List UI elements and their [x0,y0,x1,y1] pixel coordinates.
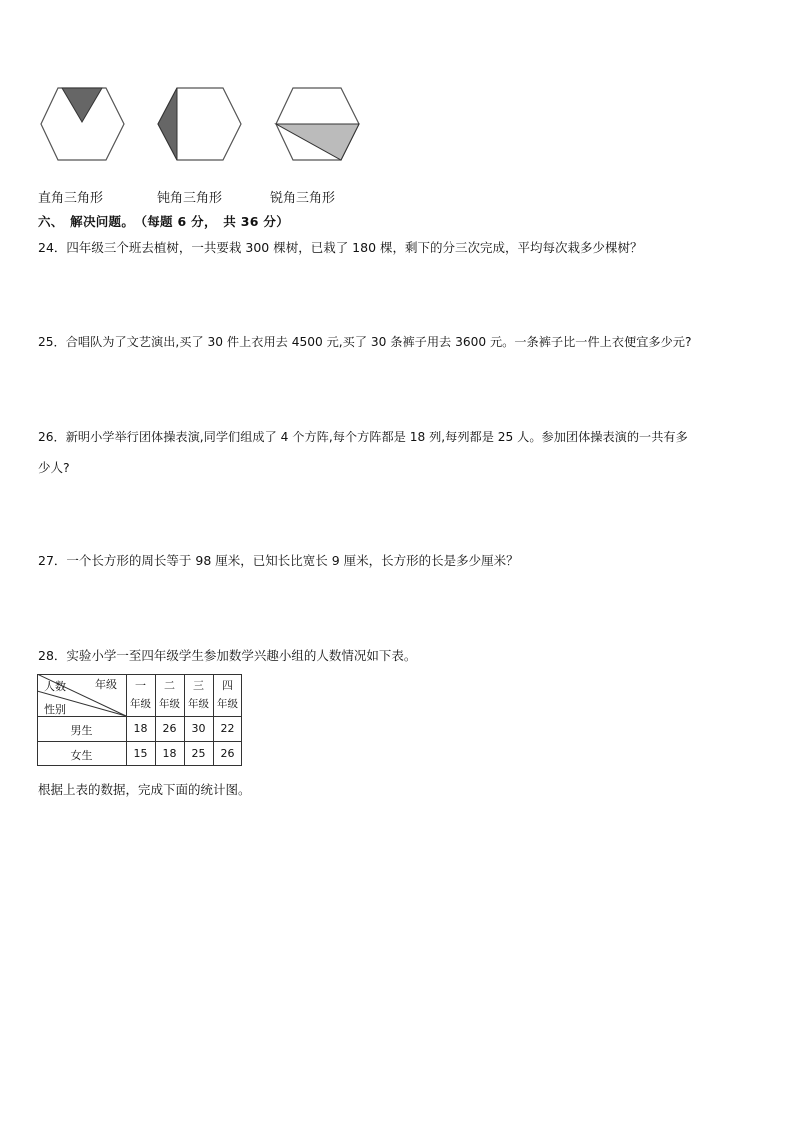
col-header-grade2: 二 年级 [159,679,180,710]
table-cell: 18 [133,722,148,735]
corner-label-count: 人数 [44,680,66,693]
table-cell: 25 [191,747,206,760]
row-label-girls: 女生 [70,749,93,762]
corner-label-gender: 性别 [44,703,66,716]
table-cell: 26 [162,722,177,735]
table-cell: 26 [220,747,235,760]
table-cell: 30 [191,722,206,735]
question-26-line1: 26．新明小学举行团体操表演,同学们组成了 4 个方阵,每个方阵都是 18 列,每列都是 25 人。参加团体操表演的一共有多 [38,430,688,444]
question-26-line2: 少人? [38,460,70,475]
data-table [37,674,242,766]
question-27: 27．一个长方形的周长等于 98 厘米，已知长比宽长 9 厘米，长方形的长是多少厘米？ [38,553,519,568]
table-cell: 22 [220,722,235,735]
question-28: 28．实验小学一至四年级学生参加数学兴趣小组的人数情况如下表。 [38,648,417,663]
caption-right-triangle: 直角三角形 [38,191,104,206]
hexagon-figure-obtuse-triangle [155,86,245,162]
caption-obtuse-triangle: 钝角三角形 [157,191,223,206]
question-25: 25．合唱队为了文艺演出,买了 30 件上衣用去 4500 元,买了 30 条裤子用去 3600 元。一条裤子比一件上衣便宜多少元? [38,335,692,349]
hexagon-figure-right-triangle [38,86,128,162]
question-24: 24．四年级三个班去植树，一共要栽 300 棵树，已栽了 180 棵，剩下的分三次完成，平均每次栽多少棵树？ [38,240,643,255]
col-header-grade3: 三 年级 [188,679,209,710]
corner-label-grade: 年级 [95,678,117,691]
table-cell: 18 [162,747,177,760]
instruction-after-table: 根据上表的数据，完成下面的统计图。 [38,782,251,797]
caption-acute-triangle: 锐角三角形 [270,191,336,206]
section-title: 六、 解决问题。 （每题 6 分， 共 36 分） [38,214,290,229]
hexagon-figure-acute-triangle [273,86,363,162]
table-cell: 15 [133,747,148,760]
col-header-grade4: 四 年级 [217,679,238,710]
col-header-grade1: 一 年级 [130,679,151,710]
row-label-boys: 男生 [70,724,93,737]
